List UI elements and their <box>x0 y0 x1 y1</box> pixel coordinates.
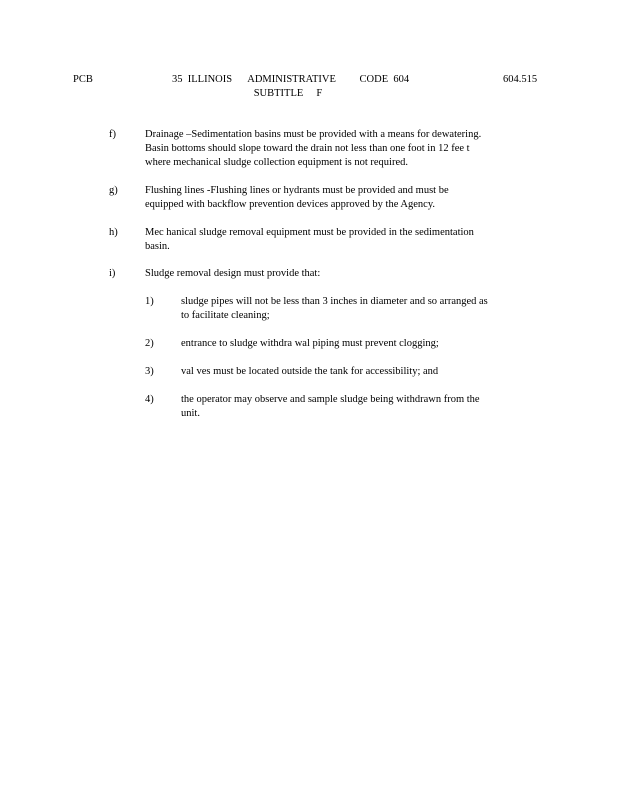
sub-item-label: 2) <box>145 338 154 349</box>
header-title-line1: 35 ILLINOIS ADMINISTRATIVE CODE 604 <box>172 74 410 85</box>
header-section-number: 604.515 <box>503 74 538 85</box>
sub-item-text: sludge pipes will not be less than 3 inches in diameter and so arranged as to facilitate cleaning; <box>181 296 488 321</box>
header-title <box>172 73 410 101</box>
sub-item-text: entrance to sludge withdra wal piping must prevent clogging; <box>181 338 439 349</box>
item-label: h) <box>109 227 118 238</box>
sub-item-text: val ves must be located outside the tank for accessibility; and <box>181 366 439 377</box>
sub-item-label: 1) <box>145 296 154 307</box>
item-label: g) <box>109 185 118 196</box>
item-text: Flushing lines -Flushing lines or hydrants must be provided and must be equipped with backflow prevention devices approved by the Agency. <box>145 185 449 210</box>
header-title-line2: SUBTITLE F <box>253 88 323 99</box>
sub-item-label: 3) <box>145 366 154 377</box>
item-label: f) <box>109 129 116 140</box>
sub-item-text: the operator may observe and sample sludge being withdrawn from the unit. <box>181 394 480 419</box>
sub-item-label: 4) <box>145 394 154 405</box>
item-label: i) <box>109 268 116 279</box>
item-text: Mec hanical sludge removal equipment must be provided in the sedimentation basin. <box>145 227 474 252</box>
header-agency: PCB <box>73 74 93 85</box>
item-text: Drainage –Sedimentation basins must be provided with a means for dewatering. Basin bottoms should slope toward the drain not less than one foot in 12 fee t where mechanical sludge collection equipment is not required. <box>145 129 482 168</box>
item-text: Sludge removal design must provide that: <box>145 268 321 279</box>
